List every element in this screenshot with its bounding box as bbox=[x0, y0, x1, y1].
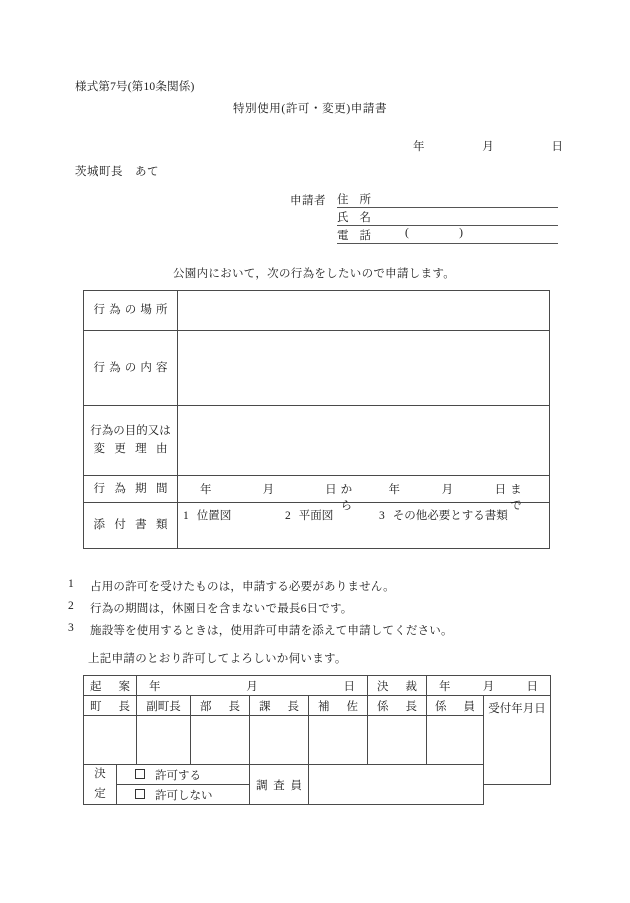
note-number: 3 bbox=[68, 622, 74, 634]
approval-sentence: 上記申請のとおり許可してよろしいか伺います。 bbox=[88, 653, 347, 665]
label-activity-content: 行為の内容 bbox=[84, 331, 178, 406]
applicant-name-label: 氏 名 bbox=[337, 212, 371, 224]
period-from-year: 年 bbox=[200, 484, 212, 496]
input-decision-date[interactable] bbox=[427, 676, 551, 696]
note-text: 占用の許可を受けたものは，申請する必要がありません。 bbox=[90, 581, 395, 593]
checkbox-deny-icon[interactable] bbox=[135, 789, 145, 799]
document-title: 特別使用(許可・変更)申請書 bbox=[233, 103, 388, 115]
input-activity-period[interactable] bbox=[178, 476, 550, 512]
period-to-year: 年 bbox=[388, 484, 401, 496]
option-deny[interactable] bbox=[117, 785, 250, 805]
label-official-assistant: 補佐 bbox=[309, 696, 368, 716]
signature-deputy-mayor[interactable] bbox=[137, 716, 191, 765]
routing-date-row bbox=[84, 676, 551, 696]
period-to-suffix: まで bbox=[510, 484, 522, 512]
intro-sentence: 公園内において，次の行為をしたいので申請します。 bbox=[173, 268, 456, 280]
label-official-department-head: 部長 bbox=[191, 696, 250, 716]
input-draft-date[interactable] bbox=[137, 676, 368, 696]
label-draft: 起案 bbox=[84, 676, 137, 696]
period-to-day: 日 bbox=[494, 484, 507, 496]
date-day-label: 日 bbox=[551, 141, 563, 153]
label-activity-purpose: 行為の目的又は 変更理由 bbox=[84, 406, 178, 476]
approval-routing-table bbox=[83, 675, 551, 805]
draft-day-label: 日 bbox=[343, 680, 355, 693]
note-text: 行為の期間は，休園日を含まないで最長6日です。 bbox=[90, 603, 353, 615]
draft-month-label: 月 bbox=[246, 680, 258, 693]
option-approve[interactable] bbox=[117, 765, 250, 785]
routing-signature-row bbox=[84, 716, 551, 765]
note-text: 施設等を使用するときは，使用許可申請を添えて申請してください。 bbox=[90, 625, 453, 637]
signature-mayor[interactable] bbox=[84, 716, 137, 765]
applicant-address-label: 住 所 bbox=[337, 194, 371, 206]
attachments-cell[interactable] bbox=[178, 503, 550, 549]
signature-department-head[interactable] bbox=[191, 716, 250, 765]
period-from-day: 日 bbox=[325, 484, 337, 496]
application-date-line bbox=[413, 138, 563, 154]
applicant-address-row[interactable] bbox=[337, 190, 558, 208]
applicant-phone-parentheses: ( ) bbox=[405, 227, 463, 239]
note-number: 1 bbox=[68, 578, 74, 590]
table-row-period bbox=[84, 476, 550, 503]
period-from-month: 月 bbox=[262, 484, 275, 496]
applicant-phone-label: 電 話 bbox=[337, 230, 371, 242]
label-inspector: 調査員 bbox=[250, 765, 309, 805]
option-deny-label: 許可しない bbox=[155, 789, 213, 802]
table-row-place bbox=[84, 291, 550, 331]
attachment-item-1[interactable]: 1 位置図 bbox=[183, 510, 232, 522]
input-inspector[interactable] bbox=[309, 765, 484, 805]
applicant-phone-row[interactable] bbox=[337, 226, 558, 244]
attachment-item-2[interactable]: 2 平面図 bbox=[285, 510, 334, 522]
checkbox-approve-icon[interactable] bbox=[135, 769, 145, 779]
signature-chief[interactable] bbox=[368, 716, 427, 765]
addressee: 茨城町長 あて bbox=[75, 166, 159, 178]
date-year-label: 年 bbox=[413, 141, 425, 153]
signature-staff[interactable] bbox=[427, 716, 484, 765]
decision-year-label: 年 bbox=[439, 680, 451, 693]
period-from-suffix: から bbox=[340, 484, 353, 512]
period-to-month: 月 bbox=[441, 484, 454, 496]
date-month-label: 月 bbox=[482, 141, 494, 153]
applicant-label: 申請者 bbox=[290, 195, 326, 207]
note-item bbox=[68, 578, 568, 600]
decision-day-label: 日 bbox=[526, 680, 538, 693]
applicant-fields bbox=[337, 190, 558, 244]
table-row-purpose bbox=[84, 406, 550, 476]
note-item bbox=[68, 600, 568, 622]
form-number: 様式第7号(第10条関係) bbox=[75, 81, 195, 93]
note-item bbox=[68, 622, 568, 644]
decision-row-approve bbox=[84, 765, 551, 785]
label-decision: 決裁 bbox=[368, 676, 427, 696]
applicant-name-row[interactable] bbox=[337, 208, 558, 226]
label-official-section-head: 課長 bbox=[250, 696, 309, 716]
label-official-mayor: 町長 bbox=[84, 696, 137, 716]
label-official-deputy-mayor: 副町長 bbox=[137, 696, 191, 716]
signature-assistant[interactable] bbox=[309, 716, 368, 765]
table-row-content bbox=[84, 331, 550, 406]
draft-year-label: 年 bbox=[149, 680, 161, 693]
application-details-table bbox=[83, 290, 550, 549]
routing-officials-row bbox=[84, 696, 551, 716]
table-row-attachments bbox=[84, 503, 550, 549]
label-official-staff: 係員 bbox=[427, 696, 484, 716]
input-activity-place[interactable] bbox=[178, 291, 550, 331]
decision-month-label: 月 bbox=[482, 680, 495, 693]
input-activity-purpose[interactable] bbox=[178, 406, 550, 476]
option-approve-label: 許可する bbox=[155, 769, 201, 782]
attachment-item-3[interactable]: 3 その他必要とする書類 bbox=[379, 510, 508, 522]
label-attachments: 添付書類 bbox=[84, 503, 178, 549]
signature-section-head[interactable] bbox=[250, 716, 309, 765]
label-official-chief: 係長 bbox=[368, 696, 427, 716]
label-activity-place: 行為の場所 bbox=[84, 291, 178, 331]
label-decision-result: 決 定 bbox=[84, 765, 117, 805]
note-number: 2 bbox=[68, 600, 74, 612]
input-activity-content[interactable] bbox=[178, 331, 550, 406]
notes-list bbox=[68, 578, 568, 644]
label-receipt-date: 受付年月日 bbox=[484, 696, 551, 785]
label-activity-period: 行為期間 bbox=[84, 476, 178, 503]
